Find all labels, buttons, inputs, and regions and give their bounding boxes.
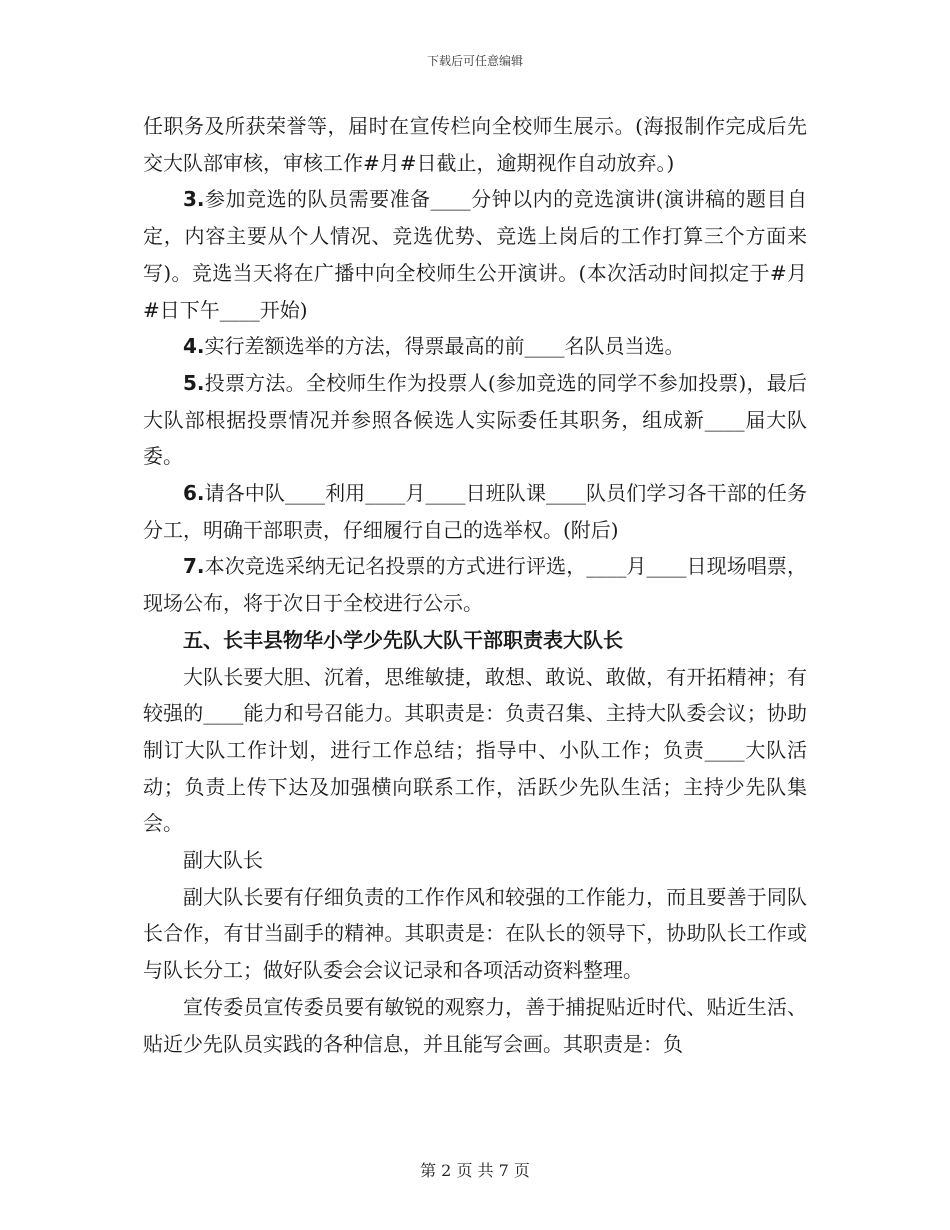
paragraph-captain-duties — [143, 659, 807, 843]
paragraph-continuation — [143, 108, 807, 181]
section-heading — [143, 622, 807, 659]
page-header: 下载后可任意编辑 — [426, 54, 523, 68]
paragraph-text: 任职务及所获荣誉等，届时在宣传栏向全校师生展示。(海报制作完成后先交大队部审核，审核工作#月#日截止，逾期视作自动放弃。) — [143, 114, 807, 175]
paragraph-text: 宣传委员宣传委员要有敏锐的观察力，善于捕捉贴近时代、贴近生活、贴近少先队员实践的各种信息，并且能写会画。其职责是：负 — [143, 994, 807, 1056]
paragraph-text: 请各中队____利用____月____日班队课____队员们学习各干部的任务分工，明确干部职责，仔细履行自己的选举权。(附后) — [143, 481, 807, 542]
list-item-3 — [143, 181, 807, 328]
list-item-6 — [143, 475, 807, 548]
list-item-4 — [143, 328, 807, 365]
list-number: 4. — [183, 334, 205, 359]
list-number: 6. — [183, 481, 205, 506]
paragraph-text: 本次竞选采纳无记名投票的方式进行评选，____月____日现场唱票，现场公布，将于次日于全校进行公示。 — [143, 554, 807, 616]
paragraph-vice-captain-duties — [143, 879, 807, 989]
paragraph-text: 投票方法。全校师生作为投票人(参加竞选的同学不参加投票)，最后大队部根据投票情况并参照各候选人实际委任其职务，组成新____届大队委。 — [143, 370, 807, 469]
subheading-text: 副大队长 — [183, 848, 263, 873]
document-body — [143, 108, 807, 1062]
paragraph-text: 参加竞选的队员需要准备____分钟以内的竞选演讲(演讲稿的题目自定，内容主要从个人情况、竞选优势、竞选上岗后的工作打算三个方面来写)。竞选当天将在广播中向全校师生公开演讲。(本次活动时间拟定于#月#日下午____开始) — [143, 187, 807, 322]
list-item-7 — [143, 548, 807, 621]
paragraph-text: 大队长要大胆、沉着，思维敏捷，敢想、敢说、敢做，有开拓精神；有较强的____能力和号召能力。其职责是：负责召集、主持大队委会议；协助制订大队工作计划，进行工作总结；指导中、小队工作；负责____大队活动；负责上传下达及加强横向联系工作，活跃少先队生活；主持少先队集会。 — [143, 664, 807, 836]
paragraph-text: 实行差额选举的方法，得票最高的前____名队员当选。 — [204, 334, 685, 359]
page-footer: 第 2 页 共 7 页 — [420, 1161, 530, 1180]
list-number: 7. — [183, 554, 205, 579]
list-number: 5. — [183, 370, 205, 395]
paragraph-publicity-duties — [143, 989, 807, 1062]
subheading-vice-captain — [143, 842, 807, 879]
section-heading-text: 五、长丰县物华小学少先队大队干部职责表大队长 — [183, 627, 623, 652]
list-number: 3. — [183, 187, 205, 212]
paragraph-text: 副大队长要有仔细负责的工作作风和较强的工作能力，而且要善于同队长合作，有甘当副手的精神。其职责是：在队长的领导下，协助队长工作或与队长分工；做好队委会会议记录和各项活动资料整理。 — [143, 884, 807, 983]
list-item-5 — [143, 365, 807, 475]
